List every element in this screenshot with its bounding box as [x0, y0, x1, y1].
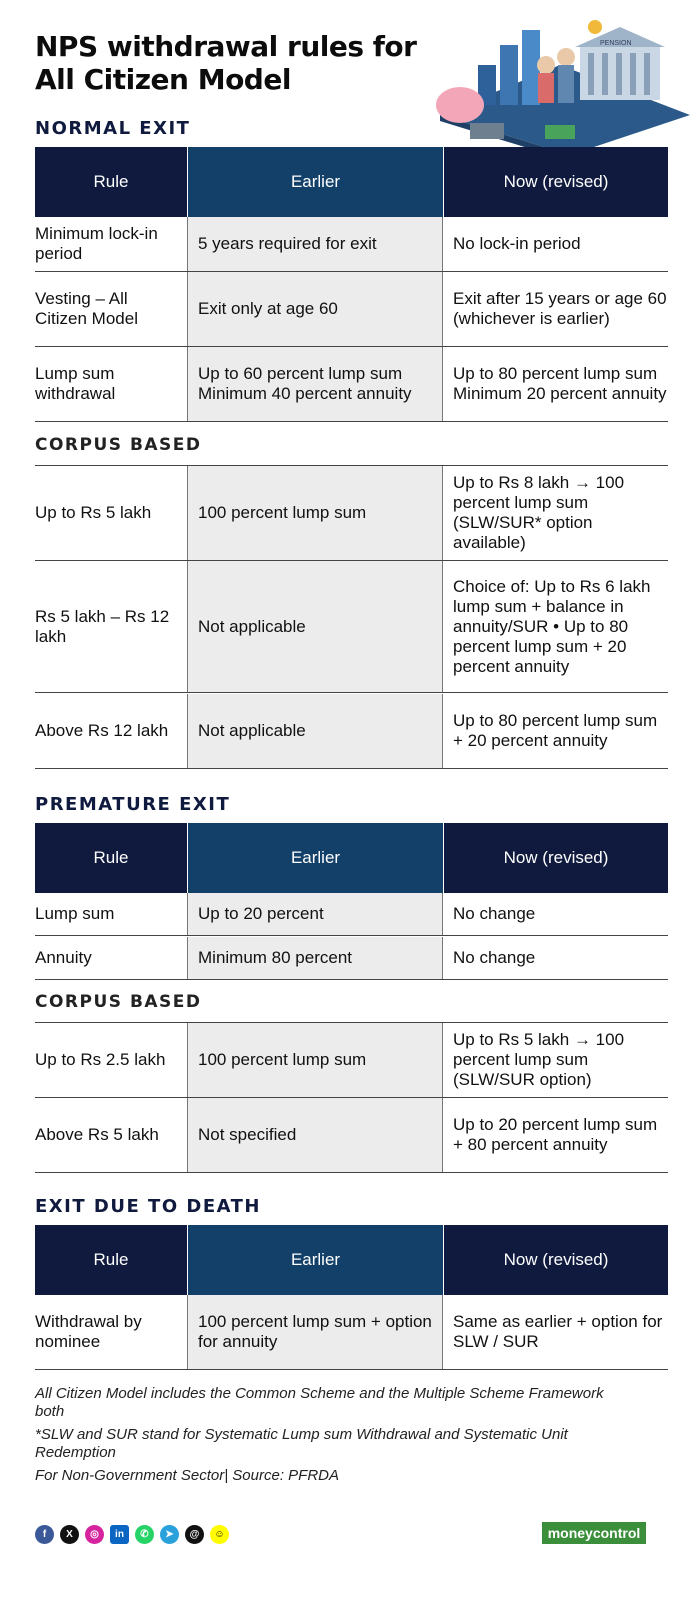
footnote-source: For Non-Government Sector| Source: PFRDA [35, 1467, 339, 1484]
cell-rule: Above Rs 5 lakh [35, 1125, 159, 1144]
linkedin-icon[interactable]: in [110, 1525, 129, 1544]
cell-earlier: 5 years required for exit [187, 217, 442, 271]
pension-sign: PENSION [600, 40, 632, 47]
facebook-icon[interactable]: f [35, 1525, 54, 1544]
header-earlier: Earlier [187, 823, 443, 893]
cell-now: Choice of: Up to Rs 6 lakh lump sum + balance in annuity/SUR • Up to 80 percent lump sum + 20 percent annuity [442, 561, 668, 692]
cell-rule: Withdrawal by nominee [35, 1312, 142, 1351]
whatsapp-icon[interactable]: ✆ [135, 1525, 154, 1544]
page-title [35, 30, 455, 96]
cell-earlier: 100 percent lump sum [187, 466, 442, 560]
x-icon[interactable]: X [60, 1525, 79, 1544]
header-rule: Rule [35, 823, 187, 893]
snapchat-icon[interactable]: ☺ [210, 1525, 229, 1544]
cell-now: Up to 20 percent lump sum + 80 percent annuity [442, 1098, 668, 1172]
table-row [35, 347, 668, 422]
footnote-all-citizen: All Citizen Model includes the Common Scheme and the Multiple Scheme Framework both [35, 1385, 604, 1420]
cell-earlier: Not applicable [187, 561, 442, 692]
section-exit-due-to-death: EXIT DUE TO DEATH [35, 1196, 261, 1217]
pension-illustration [430, 5, 700, 155]
cell-rule: Up to Rs 2.5 lakh [35, 1050, 166, 1069]
table-row [35, 272, 668, 347]
header-earlier: Earlier [187, 1225, 443, 1295]
cell-now: Up to 80 percent lump sum Minimum 20 percent annuity [442, 347, 668, 421]
table-row [35, 937, 668, 980]
cell-earlier: Minimum 80 percent [187, 937, 442, 979]
cell-now: Same as earlier + option for SLW / SUR [442, 1295, 668, 1369]
title-line-1: NPS withdrawal rules for [35, 30, 417, 63]
cell-rule: Above Rs 12 lakh [35, 721, 169, 740]
subsection-corpus-based: CORPUS BASED [35, 992, 202, 1012]
cell-rule: Minimum lock-in period [35, 224, 158, 263]
cell-rule: Lump sum withdrawal [35, 364, 116, 403]
social-icons [35, 1525, 229, 1544]
table-row [35, 217, 668, 272]
table-row [35, 465, 668, 561]
moneycontrol-logo: moneycontrol [542, 1522, 646, 1544]
instagram-icon[interactable]: ◎ [85, 1525, 104, 1544]
table-row [35, 561, 668, 693]
cell-earlier: Up to 60 percent lump sum Minimum 40 percent annuity [187, 347, 442, 421]
cell-now: Up to Rs 8 lakh → 100 percent lump sum (SLW/SUR* option available) [442, 466, 668, 560]
section-normal-exit: NORMAL EXIT [35, 118, 191, 139]
cell-now: No change [442, 893, 668, 935]
cell-rule: Vesting – All Citizen Model [35, 289, 138, 328]
cell-rule: Annuity [35, 948, 92, 967]
table-row [35, 1022, 668, 1098]
header-now: Now (revised) [443, 823, 668, 893]
table-row [35, 694, 668, 769]
threads-icon[interactable]: @ [185, 1525, 204, 1544]
cell-now: Up to Rs 5 lakh → 100 percent lump sum (SLW/SUR option) [442, 1023, 668, 1097]
cell-earlier: 100 percent lump sum [187, 1023, 442, 1097]
cell-now: Up to 80 percent lump sum + 20 percent annuity [442, 694, 668, 768]
header-earlier: Earlier [187, 147, 443, 217]
cell-earlier: Not applicable [187, 694, 442, 768]
cell-earlier: 100 percent lump sum + option for annuity [187, 1295, 442, 1369]
cell-earlier: Not specified [187, 1098, 442, 1172]
footnote-slw-sur: *SLW and SUR stand for Systematic Lump sum Withdrawal and Systematic Unit Redemption [35, 1426, 568, 1461]
cell-rule: Up to Rs 5 lakh [35, 503, 152, 522]
table-row [35, 893, 668, 936]
header-now: Now (revised) [443, 147, 668, 217]
table-row [35, 1295, 668, 1370]
cell-now: Exit after 15 years or age 60 (whichever is earlier) [442, 272, 668, 346]
header-rule: Rule [35, 1225, 187, 1295]
cell-now: No change [442, 937, 668, 979]
cell-now: No lock-in period [442, 217, 668, 271]
header-rule: Rule [35, 147, 187, 217]
title-line-2: All Citizen Model [35, 63, 291, 96]
table-header-normal-exit [35, 147, 668, 217]
subsection-corpus-based: CORPUS BASED [35, 435, 202, 455]
cell-rule: Rs 5 lakh – Rs 12 lakh [35, 606, 170, 646]
cell-rule: Lump sum [35, 904, 115, 923]
table-header-death-exit [35, 1225, 668, 1295]
cell-earlier: Up to 20 percent [187, 893, 442, 935]
telegram-icon[interactable]: ➤ [160, 1525, 179, 1544]
table-row [35, 1098, 668, 1173]
section-premature-exit: PREMATURE EXIT [35, 794, 231, 815]
table-header-premature-exit [35, 823, 668, 893]
header-now: Now (revised) [443, 1225, 668, 1295]
cell-earlier: Exit only at age 60 [187, 272, 442, 346]
